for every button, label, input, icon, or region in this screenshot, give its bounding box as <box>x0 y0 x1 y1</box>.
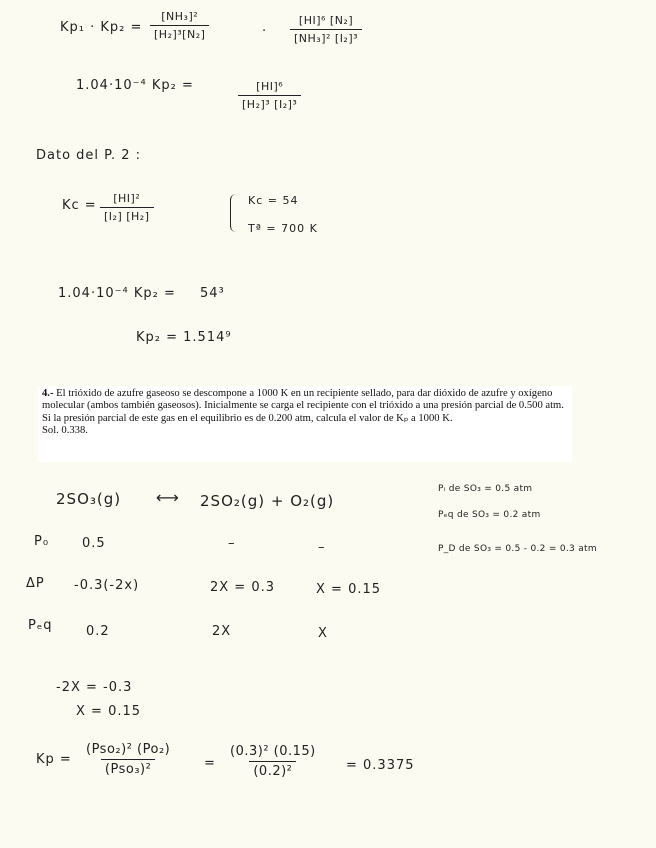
row-p0-so3: 0.5 <box>82 536 106 551</box>
row-p0-label: P₀ <box>34 534 50 549</box>
solve-line2: X = 0.15 <box>76 704 142 719</box>
eq1-frac1-num: [NH₃]² <box>161 10 199 23</box>
problem-number: 4.- <box>42 388 54 399</box>
row-dp-so2: 2X = 0.3 <box>210 580 276 595</box>
row-dp-so3: -0.3(-2x) <box>74 578 140 593</box>
condition-temp: Tª = 700 K <box>248 222 318 235</box>
eq1-fraction-1 <box>150 10 209 41</box>
eq1-frac2-num: [HI]⁶ [N₂] <box>298 14 354 27</box>
problem-solution: Sol. 0.338. <box>42 425 88 437</box>
problem-text: El trióxido de azufre gaseoso se descompone a 1000 K en un recipiente sellado, para dar dióxido de azufre y oxígeno molecular (ambos también gaseosos). Inicialmente se carga el recipiente con el trióxido a una presión parcial de 0.500 atm. Si la presión parcial de este gas en el equilibrio es de 0.200 atm, calcula el valor de Kₚ a 1000 K. <box>42 388 564 424</box>
eq2-fraction <box>238 80 301 111</box>
conditions-brace <box>230 194 241 232</box>
row-peq-o2: X <box>318 626 328 641</box>
final-den1: (Pso₃)² <box>101 759 155 777</box>
row-peq-so2: 2X <box>212 624 232 639</box>
solve-line1: -2X = -0.3 <box>56 680 133 695</box>
reaction-left: 2SO₃(g) <box>56 490 122 508</box>
eq1-fraction-2 <box>290 14 362 45</box>
kc-den: [I₂] [H₂] <box>100 207 154 223</box>
row-peq-so3: 0.2 <box>86 624 110 639</box>
final-den2: (0.2)² <box>249 761 296 779</box>
row-peq-label: Pₑq <box>28 618 53 633</box>
final-num1: (Pso₂)² (Po₂) <box>86 742 171 757</box>
eq2-den: [H₂]³ [I₂]³ <box>238 95 301 111</box>
kc-fraction <box>100 192 154 223</box>
eq1-frac2-den: [NH₃]² [I₂]³ <box>290 29 362 45</box>
row-p0-o2: – <box>318 540 326 555</box>
kc-lhs: Kc = <box>62 198 97 213</box>
eq2-num: [HI]⁶ <box>256 80 284 93</box>
eq1-dot: · <box>262 24 268 39</box>
note-peq: Pₑq de SO₃ = 0.2 atm <box>438 510 541 520</box>
final-lhs: Kp = <box>36 752 72 767</box>
final-num2: (0.3)² (0.15) <box>230 744 316 759</box>
calc2: Kp₂ = 1.514⁹ <box>136 330 232 345</box>
calc1-lhs: 1.04·10⁻⁴ Kp₂ = <box>58 286 176 301</box>
note-pd: P_D de SO₃ = 0.5 - 0.2 = 0.3 atm <box>438 544 597 554</box>
reaction-right: 2SO₂(g) + O₂(g) <box>200 492 335 510</box>
eq2-lhs: 1.04·10⁻⁴ Kp₂ = <box>76 78 194 93</box>
dato-label: Dato del P. 2 : <box>36 148 142 163</box>
note-pi: Pᵢ de SO₃ = 0.5 atm <box>438 484 533 494</box>
calc1-rhs: 54³ <box>200 286 225 301</box>
eq1-frac1-den: [H₂]³[N₂] <box>150 25 209 41</box>
row-dp-o2: X = 0.15 <box>316 582 382 597</box>
eq1-lhs: Kp₁ · Kp₂ = <box>60 20 143 35</box>
kc-num: [HI]² <box>113 192 141 205</box>
problem-statement <box>38 386 572 462</box>
final-eq: = <box>204 756 216 771</box>
row-p0-so2: – <box>228 536 236 551</box>
final-fraction-2 <box>226 744 320 779</box>
reaction-arrow: ⟷ <box>156 488 180 507</box>
condition-kc: Kc = 54 <box>248 194 299 207</box>
final-result: = 0.3375 <box>346 758 415 773</box>
final-fraction-1 <box>82 742 174 777</box>
row-dp-label: ΔP <box>26 576 45 591</box>
